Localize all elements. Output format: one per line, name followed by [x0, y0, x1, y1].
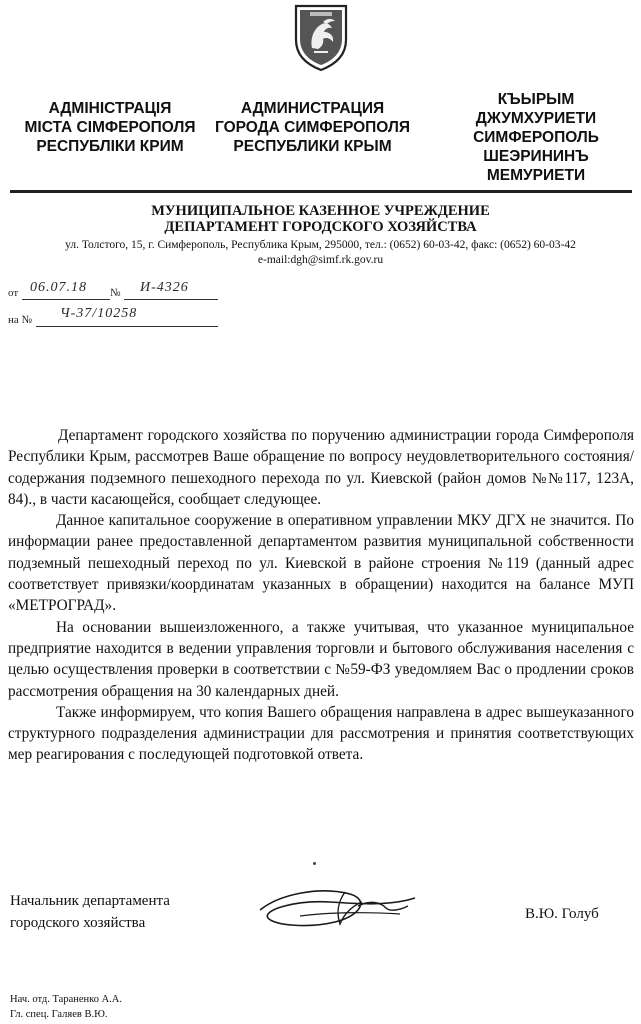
header-divider — [10, 190, 632, 193]
body-paragraph-1: Департамент городского хозяйства по поручению администрации города Симферополя Республики Крым, рассмотрев Ваше обращение по вопросу неудовлетворительного состояния/содержания подземного пешеходного перехода по ул. Киевской (район домов №№117, 123А, 84)., в части касающейся, сообщает следующее. — [8, 427, 634, 508]
ref-num-label: № — [110, 287, 121, 299]
header-ua-line: МІСТА СІМФЕРОПОЛЯ — [24, 119, 196, 136]
header-qt-line: ШЕЭРИНИНЪ — [483, 148, 589, 165]
header-ua-line: РЕСПУБЛІКИ КРИМ — [36, 138, 184, 155]
handwritten-signature — [240, 872, 440, 942]
institution-name-line2: ДЕПАРТАМЕНТ ГОРОДСКОГО ХОЗЯЙСТВА — [164, 219, 477, 235]
header-ru-line: ГОРОДА СИМФЕРОПОЛЯ — [215, 119, 410, 136]
letter-body — [8, 425, 634, 766]
stray-mark — [313, 862, 316, 865]
header-russian — [205, 99, 420, 156]
header-crimean-tatar — [452, 90, 620, 185]
institution-email: e-mail:dgh@simf.rk.gov.ru — [257, 254, 384, 266]
signatory-position-line1: Начальник департамента — [10, 893, 170, 909]
footer-executors — [10, 992, 122, 1022]
body-paragraph-3: На основании вышеизложенного, а также учитывая, что указанное муниципальное предприятие находится в ведении управления торговли и бытового обслуживания населения с целью осуществления проверки в соответствии с №59-ФЗ уведомляем Вас о продлении сроков рассмотрения обращения на 30 календарных дней. — [8, 618, 634, 700]
ref-from-label: от — [8, 287, 19, 299]
ref-to-label: на № — [8, 314, 33, 326]
header-ua-line: АДМІНІСТРАЦІЯ — [48, 100, 172, 117]
header-qt-line: СИМФЕРОПОЛЬ — [473, 129, 599, 146]
footer-line1: Нач. отд. Тараненко А.А. — [10, 994, 122, 1005]
body-paragraph-2: Данное капитальное сооружение в оперативном управлении МКУ ДГХ не значится. По информации ранее предоставленной департаментом развития муниципальной собственности подземный пешеходный переход по ул. Киевской в районе строения №119 (данный адрес соответствует привязки/координатам указанных в обращении) находится на балансе МУП «МЕТРОГРАД». — [8, 512, 634, 615]
ref-date-line — [22, 299, 110, 300]
ref-date-handwritten: 06.07.18 — [30, 280, 87, 295]
header-qt-line: МЕМУРИЕТИ — [486, 167, 586, 184]
ref-number-line — [124, 299, 218, 300]
footer-line2: Гл. спец. Галяев В.Ю. — [10, 1009, 108, 1020]
institution-name-line1: МУНИЦИПАЛЬНОЕ КАЗЕННОЕ УЧРЕЖДЕНИЕ — [151, 203, 490, 219]
header-ukrainian — [20, 99, 200, 156]
header-ru-line: АДМИНИСТРАЦИЯ — [240, 100, 385, 117]
signatory-position-line2: городского хозяйства — [10, 915, 146, 931]
header-qt-line: ДЖУМХУРИЕТИ — [475, 110, 597, 127]
ref-to-number-handwritten: Ч-37/10258 — [60, 306, 138, 321]
body-paragraph-4: Также информируем, что копия Вашего обращения направлена в адрес вышеуказанного структурного подразделения администрации для рассмотрения и принятия соответствующих мер реагирования с последующей подготовкой ответа. — [8, 703, 634, 764]
signatory-name: В.Ю. Голуб — [525, 906, 599, 922]
institution-address: ул. Толстого, 15, г. Симферополь, Республика Крым, 295000, тел.: (0652) 60-03-42, факс: (0652) 60-03-42 — [65, 239, 576, 251]
header-qt-line: КЪЫРЫМ — [497, 91, 575, 108]
header-ru-line: РЕСПУБЛИКИ КРЫМ — [233, 138, 392, 155]
ref-number-handwritten: И-4326 — [140, 280, 189, 295]
ref-to-line — [36, 326, 218, 327]
signatory-position — [10, 890, 170, 934]
coat-of-arms-emblem — [290, 2, 352, 72]
